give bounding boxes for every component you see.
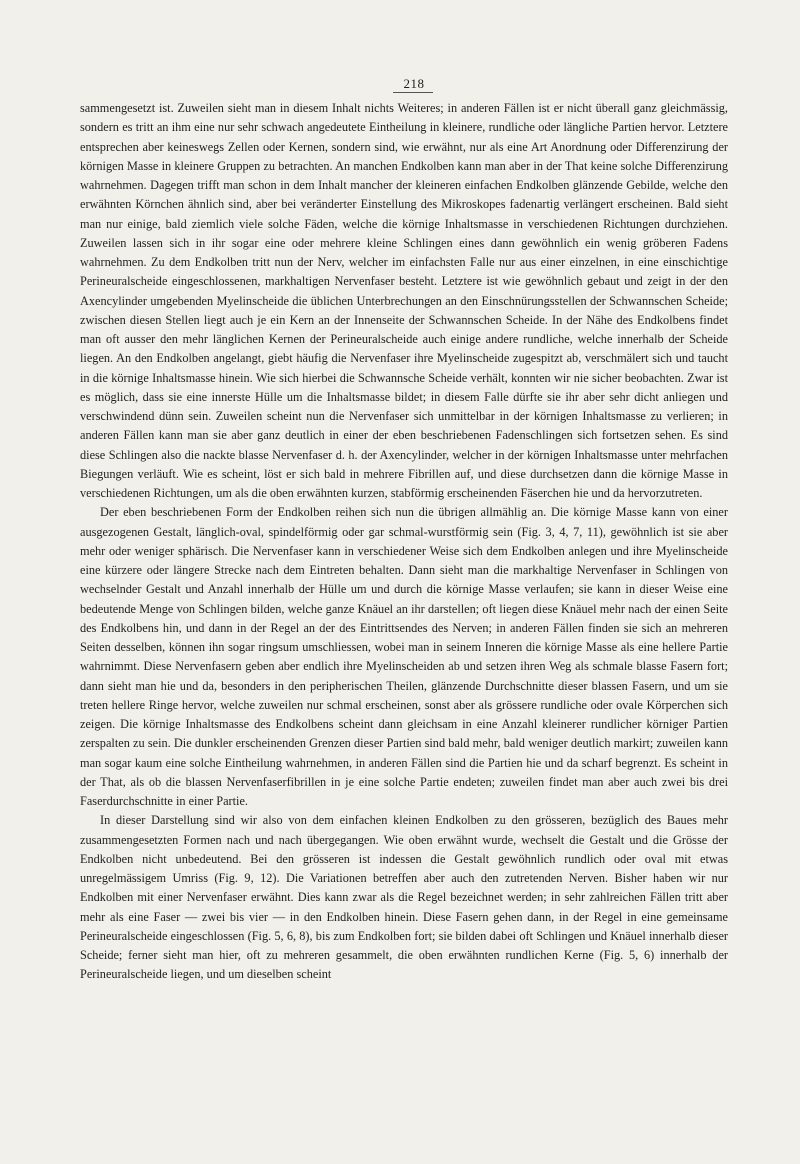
page-number: 218 <box>403 76 425 91</box>
paragraph-1: sammengesetzt ist. Zuweilen sieht man in diesem Inhalt nichts Weiteres; in anderen Fällen ist er nicht überall ganz gleichmässig, sondern es tritt an ihm eine nur sehr schwach angedeutete Eintheilung in kleinere, rundliche oder längliche Partien hervor. Letztere entsprechen aber keineswegs Zellen oder Kernen, sondern sind, wie erwähnt, nur als eine Art Anordnung oder Differenzirung der körnigen Masse in kleinere Gruppen zu betrachten. An manchen Endkolben kann man aber in der That keine solche Differenzirung wahrnehmen. Dagegen trifft man schon in dem Inhalt mancher der kleineren einfachen Endkolben glänzende Gebilde, welche den erwähnten Körnchen ähnlich sind, aber bei veränderter Einstellung des Mikroskopes fadenartig verlängert erscheinen. Bald sieht man nur einige, bald ziemlich viele solche Fäden, welche die körnige Inhaltsmasse in verschiedenen Richtungen durchziehen. Zuweilen lassen sich in ihr sogar eine oder mehrere kleine Schlingen eines dann gewöhnlich ein wenig gröberen Fadens wahrnehmen. Zu dem Endkolben tritt nun der Nerv, welcher im einfachsten Falle nur aus einer einzelnen, in eine einschichtige Perineuralscheide eingeschlossenen, markhaltigen Nervenfaser besteht. Letztere ist wie gewöhnlich gebaut und zeigt in der den Axencylinder umgebenden Myelinscheide die üblichen Unterbrechungen an den Einschnürungsstellen der Schwannschen Scheide; zwischen diesen Stellen liegt auch je ein Kern an der Innenseite der Schwannschen Scheide. In der Nähe des Endkolbens findet man oft ausser den mehr länglichen Kernen der Perineuralscheide auch einige andere rundliche, welche innerhalb der Scheide liegen. An den Endkolben angelangt, giebt häufig die Nervenfaser ihre Myelinscheide zugespitzt ab, verschmälert sich und taucht in die körnige Inhaltsmasse hinein. Wie sich hierbei die Schwannsche Scheide verhält, konnten wir nie sicher beobachten. Zwar ist es möglich, dass sie eine innerste Hülle um die Inhaltsmasse bildet; in diesem Falle dürfte sie ihr aber sehr dicht anliegen und verschwindend dünn sein. Zuweilen scheint nun die Nervenfaser sich unmittelbar in der körnigen Inhaltsmasse zu verlieren; in anderen Fällen kann man sie aber ganz deutlich in einer der eben beschriebenen Fadenschlingen sich fortsetzen sehen. Es sind diese Schlingen also die nackte blasse Nervenfaser d. h. der Axencylinder, welcher in der körnigen Inhaltsmasse unter mehrfachen Biegungen verläuft. Wie es scheint, löst er sich bald in mehrere Fibrillen auf, und diese durchsetzen dann die körnige Masse in verschiedenen Richtungen, um als die oben erwähnten kurzen, stabförmig erscheinenden Fäserchen hie und da hervorzutreten. <box>80 101 728 500</box>
paragraph-3: In dieser Darstellung sind wir also von dem einfachen kleinen Endkolben zu den grösseren, bezüglich des Baues mehr zusammengesetzten Formen nach und nach übergegangen. Wie oben erwähnt wurde, wechselt die Gestalt und die Grösse der Endkolben nicht unbedeutend. Bei den grösseren ist indessen die Gestalt gewöhnlich rundlich oder oval mit etwas unregelmässigem Umriss (Fig. 9, 12). Die Variationen betreffen aber auch den zutretenden Nerven. Bisher haben wir nur Endkolben mit einer Nervenfaser erwähnt. Dies kann zwar als die Regel bezeichnet werden; in sehr zahlreichen Fällen tritt aber mehr als eine Faser — zwei bis vier — in den Endkolben hinein. Diese Fasern gehen dann, in der Regel in eine gemeinsame Perineuralscheide eingeschlossen (Fig. 5, 6, 8), bis zum Endkolben fort; sie bilden dabei oft Schlingen und Knäuel innerhalb dieser Scheide; ferner sieht man hier, oft zu mehreren gesammelt, die oben erwähnten rundlichen Kerne (Fig. 5, 6) innerhalb der Perineuralscheide liegen, und um dieselben scheint <box>80 813 728 982</box>
page-number-underline <box>393 92 433 93</box>
paragraph-2: Der eben beschriebenen Form der Endkolben reihen sich nun die übrigen allmählig an. Die körnige Masse kann von einer ausgezogenen Gestalt, länglich-oval, spindelförmig oder gar schmal-wurstförmig sein (Fig. 3, 4, 7, 11), gewöhnlich ist sie aber mehr oder weniger sphärisch. Die Nervenfaser kann in verschiedener Weise sich dem Endkolben anlegen und ihre Myelinscheide eine kürzere oder längere Strecke nach dem Eintreten behalten. Dann sieht man die markhaltige Nervenfaser in Schlingen von wechselnder Gestalt und Anzahl innerhalb der Hülle um und durch die körnige Masse verlaufen; sie kann in dieser Weise eine bedeutende Menge von Schlingen bilden, welche ganze Knäuel an ihr darstellen; oft liegen diese Knäuel mehr nach der einen Seite des Endkolbens hin, und dann in der Regel an der des Eintrittsendes des Nerven; in anderen Fällen finden sie sich an mehreren Seiten desselben, können ihn sogar ringsum umschliessen, wobei man in seinem Inneren die körnige Masse als eine hellere Partie wahrnimmt. Diese Nervenfasern geben aber endlich ihre Myelinscheiden ab und setzen ihren Weg als schmale blasse Fasern fort; dann sieht man hie und da, besonders in den peripherischen Theilen, glänzende Durchschnitte dieser blassen Fasern, und um sie treten hellere Ringe hervor, welche zuweilen nur schmal erscheinen, sonst aber als grössere rundliche oder ovale Körperchen sich zeigen. Die körnige Inhaltsmasse des Endkolbens scheint dann gleichsam in eine Anzahl kleinerer rundlicher körniger Partien zerspalten zu sein. Die dunkler erscheinenden Grenzen dieser Partien sind bald mehr, bald weniger deutlich markirt; zuweilen kann man sogar kaum eine solche Eintheilung wahrnehmen, in anderen Fällen sind die Partien hie und da scharf begrenzt. Es scheint in der That, als ob die blassen Nervenfaserfibrillen in je eine solche Partie endeten; zuweilen findet man aber auch zwei bis drei Faserdurchschnitte in einer Partie. <box>80 505 728 808</box>
body-text <box>80 99 728 985</box>
